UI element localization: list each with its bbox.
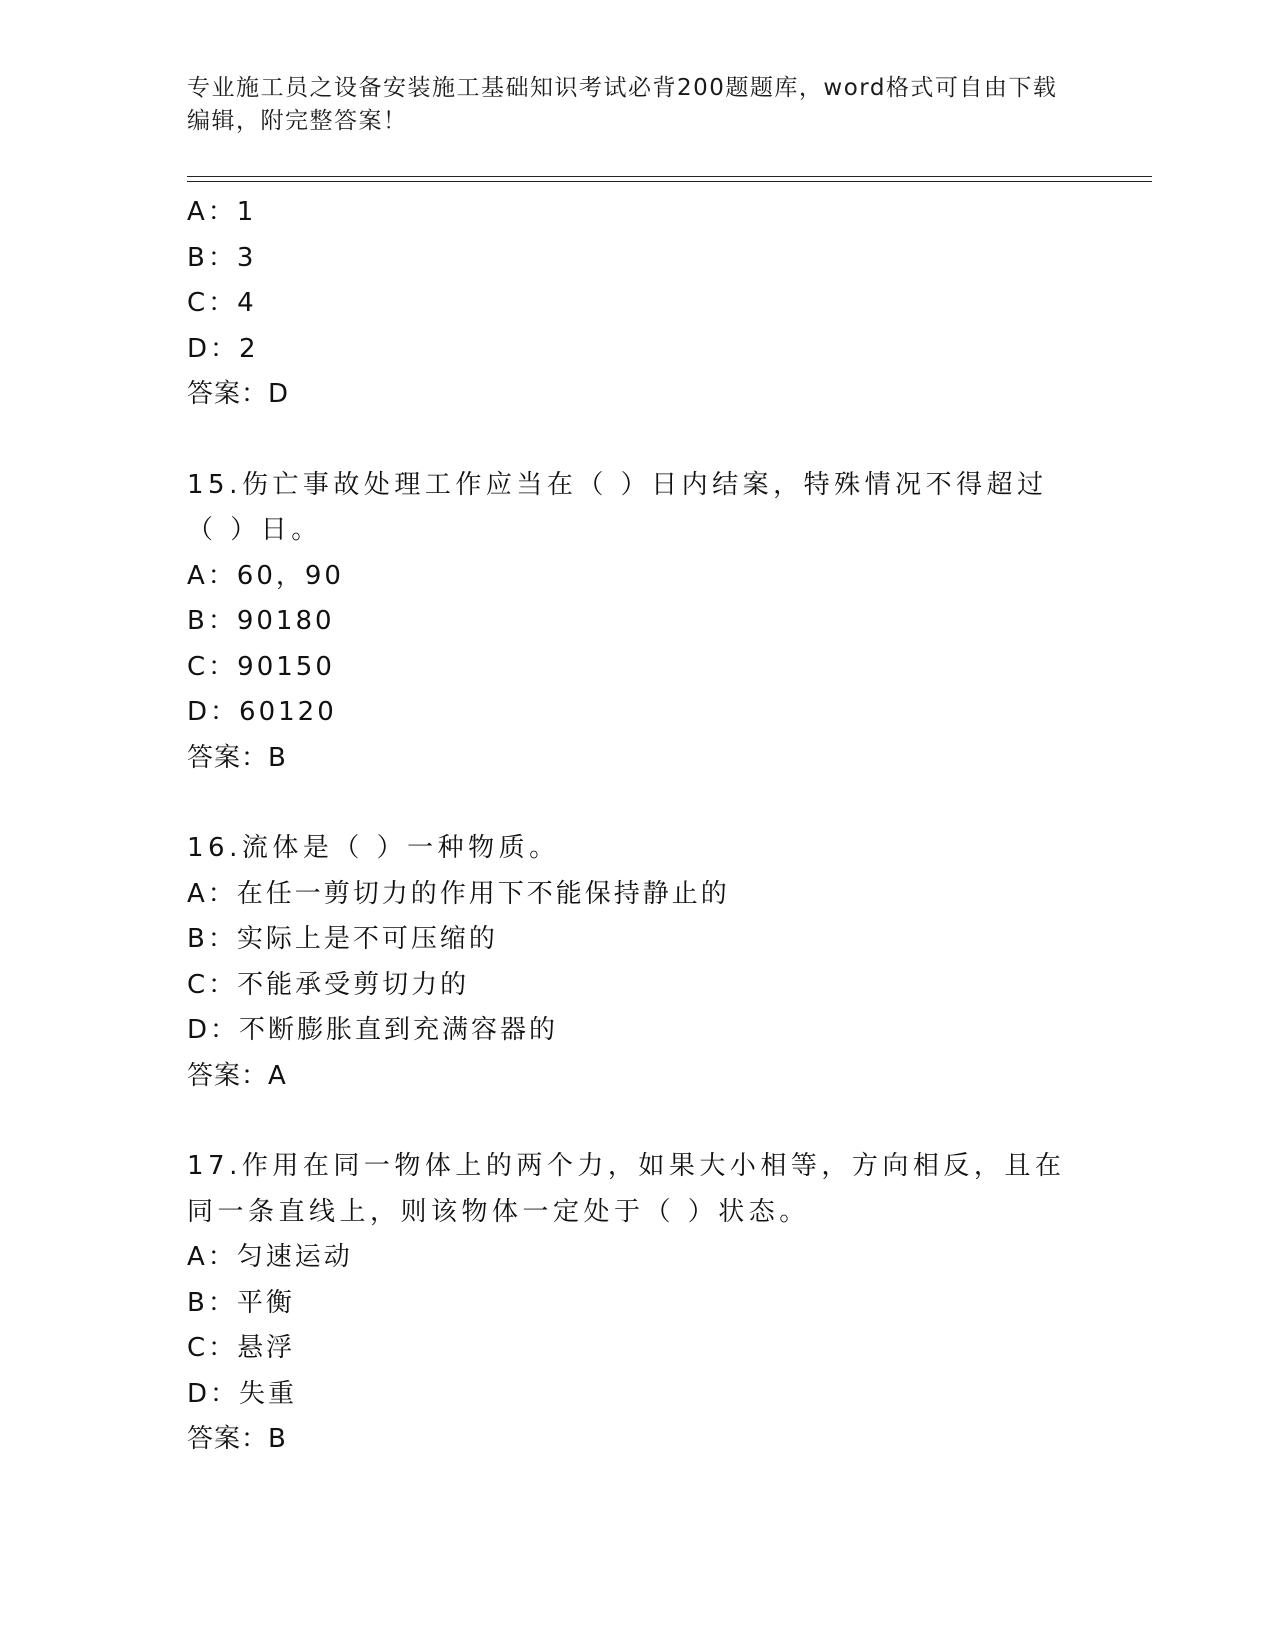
option-c: C：不能承受剪切力的	[187, 969, 470, 1000]
option-b: B：3	[187, 242, 257, 273]
question-text: 17.作用在同一物体上的两个力，如果大小相等，方向相反，且在同一条直线上，则该物体一定处于（ ）状态。	[187, 1151, 1066, 1227]
option-a: A：匀速运动	[187, 1242, 353, 1272]
spacer	[187, 1099, 1087, 1144]
question-text: 15.伤亡事故处理工作应当在（ ）日内结案，特殊情况不得超过（ ）日。	[187, 469, 1048, 545]
option-b: B：90180	[187, 606, 335, 636]
answer-line: 答案：B	[187, 1424, 287, 1454]
question-14	[187, 190, 1087, 418]
option-c: C：4	[187, 288, 257, 318]
option-b: B：实际上是不可压缩的	[187, 924, 498, 954]
spacer	[187, 418, 1087, 463]
question-17	[187, 1144, 1087, 1463]
question-text: 16.流体是（ ）一种物质。	[187, 833, 560, 863]
header-divider-bottom	[187, 181, 1152, 182]
answer-line: 答案：B	[187, 742, 287, 773]
question-list	[187, 190, 1087, 1463]
option-c: C：90150	[187, 651, 335, 682]
answer-line: 答案：D	[187, 379, 290, 409]
option-d: D：2	[187, 333, 259, 364]
question-16	[187, 826, 1087, 1099]
header-divider-top	[187, 176, 1152, 177]
option-d: D：不断膨胀直到充满容器的	[187, 1015, 559, 1045]
document-header: 专业施工员之设备安装施工基础知识考试必背200题题库，word格式可自由下载编辑，附完整答案！	[187, 75, 1058, 134]
option-d: D：失重	[187, 1378, 298, 1409]
option-b: B：平衡	[187, 1287, 295, 1318]
option-a: A：60，90	[187, 560, 344, 591]
question-15	[187, 463, 1087, 782]
option-c: C：悬浮	[187, 1333, 296, 1363]
option-a: A：在任一剪切力的作用下不能保持静止的	[187, 878, 730, 909]
spacer	[187, 781, 1087, 826]
option-a: A：1	[187, 197, 257, 227]
option-d: D：60120	[187, 697, 337, 727]
answer-line: 答案：A	[187, 1060, 287, 1091]
